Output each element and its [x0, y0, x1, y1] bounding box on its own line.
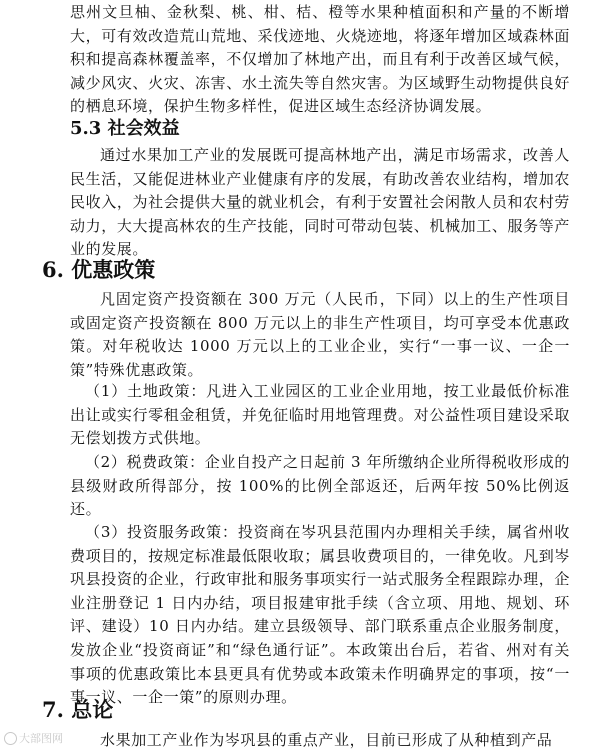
section-heading-6: 6. 优惠政策 [42, 257, 156, 282]
paragraph-tax-policy: （2）税费政策：企业自投产之日起前 3 年所缴纳企业所得税收形成的县级财政所得部分，按 100%的比例全部返还，后两年按 50%比例返还。 [70, 453, 570, 519]
paragraph-social-benefit: 通过水果加工产业的发展既可提高林地产出，满足市场需求，改善人民生活，又能促进林业产业健康有序的发展，有助改善农业结构，增加农民收入，为社会提供大量的就业机会，有利于安置社会闲散人员和农村劳动力，大大提高林农的生产技能，同时可带动包装、机械加工、服务等产业的发展。 [70, 146, 570, 259]
paragraph-summary: 水果加工产业作为岑巩县的重点产业，目前已形成了从种植到产品 [100, 731, 553, 749]
watermark [4, 730, 63, 746]
paragraph-land-policy: （1）土地政策：凡进入工业园区的工业企业用地，按工业最低价标准出让或实行零租金租赁，并免征临时用地管理费。对公益性项目建设采取无偿划拨方式供地。 [70, 382, 570, 448]
section-heading-5-3: 5.3 社会效益 [70, 118, 180, 139]
paragraph-policy-intro: 凡固定资产投资额在 300 万元（人民币，下同）以上的生产性项目或固定资产投资额在 800 万元以上的非生产性项目，均可享受本优惠政策。对年税收达 1000 万元以上的工业企业，实行“一事一议、一企一策”特殊优惠政策。 [70, 290, 570, 379]
watermark-logo-icon [4, 732, 17, 745]
section-heading-7: 7. 总论 [42, 697, 114, 722]
paragraph-ecological-benefit: 思州文旦柚、金秋梨、桃、柑、桔、橙等水果种植面积和产量的不断增大，可有效改造荒山荒地、采伐迹地、火烧迹地，将逐年增加区域森林面积和提高森林覆盖率，不仅增加了林地产出，而且有利于改善区域气候，减少风灾、火灾、冻害、水土流失等自然灾害。为区域野生动物提供良好的栖息环境，保护生物多样性，促进区域生态经济协调发展。 [70, 3, 570, 116]
paragraph-investment-service-policy: （3）投资服务政策：投资商在岑巩县范围内办理相关手续，属省州收费项目的，按规定标准最低限收取；属县收费项目的，一律免收。凡到岑巩县投资的企业，行政审批和服务事项实行一站式服务全程跟踪办理，企业注册登记 1 日内办结，项目报建审批手续（含立项、用地、规划、环评、建设）10 日内办结。建立县级领导、部门联系重点企业服务制度，发放企业“投资商证”和“绿色通行证”。本政策出台后，若省、州对有关事项的优惠政策比本县更具有优势或本政策未作明确界定的事项，按“一事一议、一企一策”的原则办理。 [70, 523, 570, 707]
watermark-text: 大部图网 [19, 732, 63, 745]
